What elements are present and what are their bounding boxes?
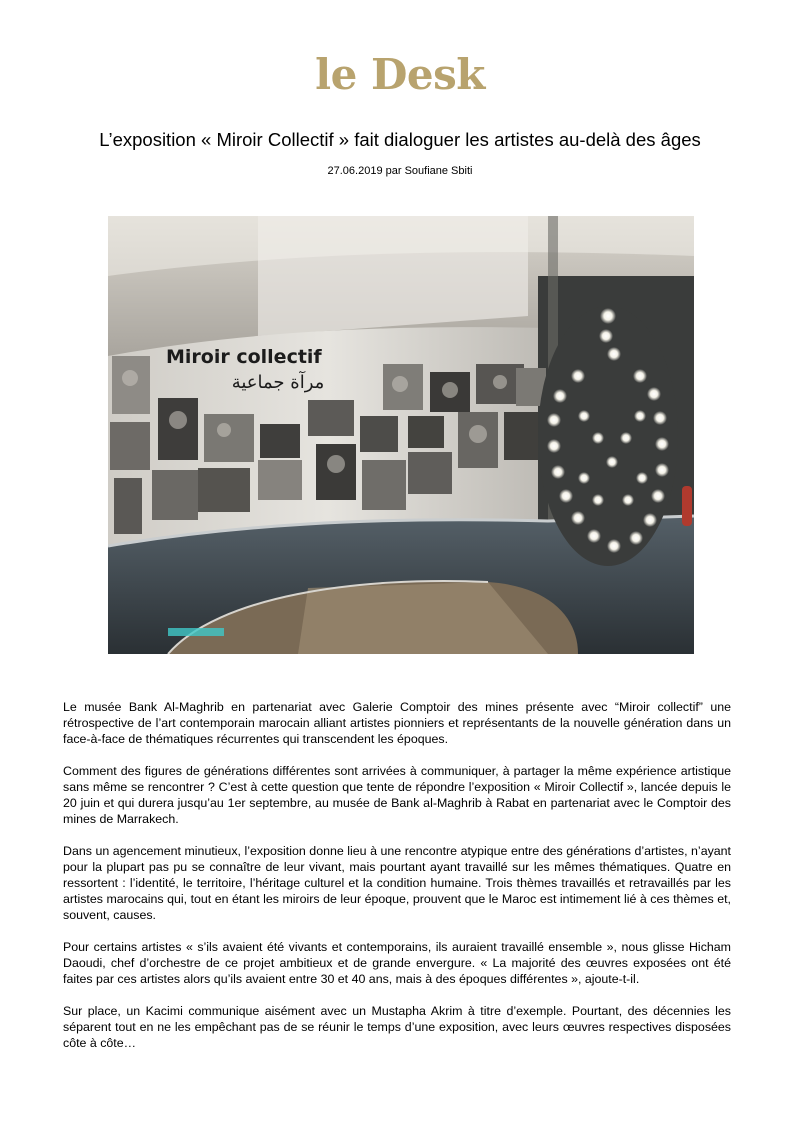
article-paragraph: Le musée Bank Al-Maghrib en partenariat avec Galerie Comptoir des mines présente avec “Miroir collectif” une rétrospective de l’art contemporain marocain alliant artistes pionniers et représentants de la nouvelle génération dans un face-à-face de thématiques récurrentes qui transcendent les époques. (63, 700, 731, 746)
wall-title-latin: Miroir collectif (166, 346, 322, 368)
article-title: L’exposition « Miroir Collectif » fait dialoguer les artistes au-delà des âges (99, 129, 701, 150)
article-paragraph: Dans un agencement minutieux, l’exposition donne lieu à une rencontre atypique entre des générations d’artistes, n’ayant pour la plupart pas pu se connaître de leur vivant, mais pourtant ayant travaillé sur les mêmes thématiques. Quatre en ressortent : l’identité, le territoire, l’héritage culturel et la condition humaine. Trois thèmes travaillés et retravaillés par les artistes marocains qui, tout en étant les miroirs de leur époque, prouvent que le Maroc est intimement lié à ces thèmes et, souvent, causes. (63, 844, 731, 922)
article-paragraph: Sur place, un Kacimi communique aisément avec un Mustapha Akrim à titre d’exemple. Pourtant, des décennies les séparent tout en ne les empêchant pas de se réunir le temps d’une exposition, avec leurs œuvres respectives disposées côte à côte… (63, 1004, 731, 1050)
article-body (63, 699, 731, 1067)
site-logo[interactable]: le Desk (315, 50, 485, 99)
article-byline: 27.06.2019 par Soufiane Sbiti (327, 165, 473, 177)
light-sculpture (538, 306, 678, 566)
article-paragraph: Comment des figures de générations différentes sont arrivées à communiquer, à partager la même expérience artistique sans même se rencontrer ? C’est à cette question que tente de répondre l’exposition « Miroir Collectif », lancée depuis le 20 juin et qui durera jusqu’au 1er septembre, au musée de Bank al-Maghrib à Rabat en partenariat avec le Comptoir des mines de Marrakech. (63, 764, 731, 826)
article-paragraph: Pour certains artistes « s’ils avaient été vivants et contemporains, ils auraient travaillé ensemble », nous glisse Hicham Daoudi, chef d’orchestre de ce projet ambitieux et de grande envergure. « La majorité des œuvres exposées ont été faites par ces artistes alors qu’ils avaient entre 30 et 40 ans, mais à des époques différentes », ajoute-t-il. (63, 940, 731, 986)
wall-title-arabic: مرآة جماعية (231, 372, 325, 393)
article-photo (108, 216, 694, 654)
